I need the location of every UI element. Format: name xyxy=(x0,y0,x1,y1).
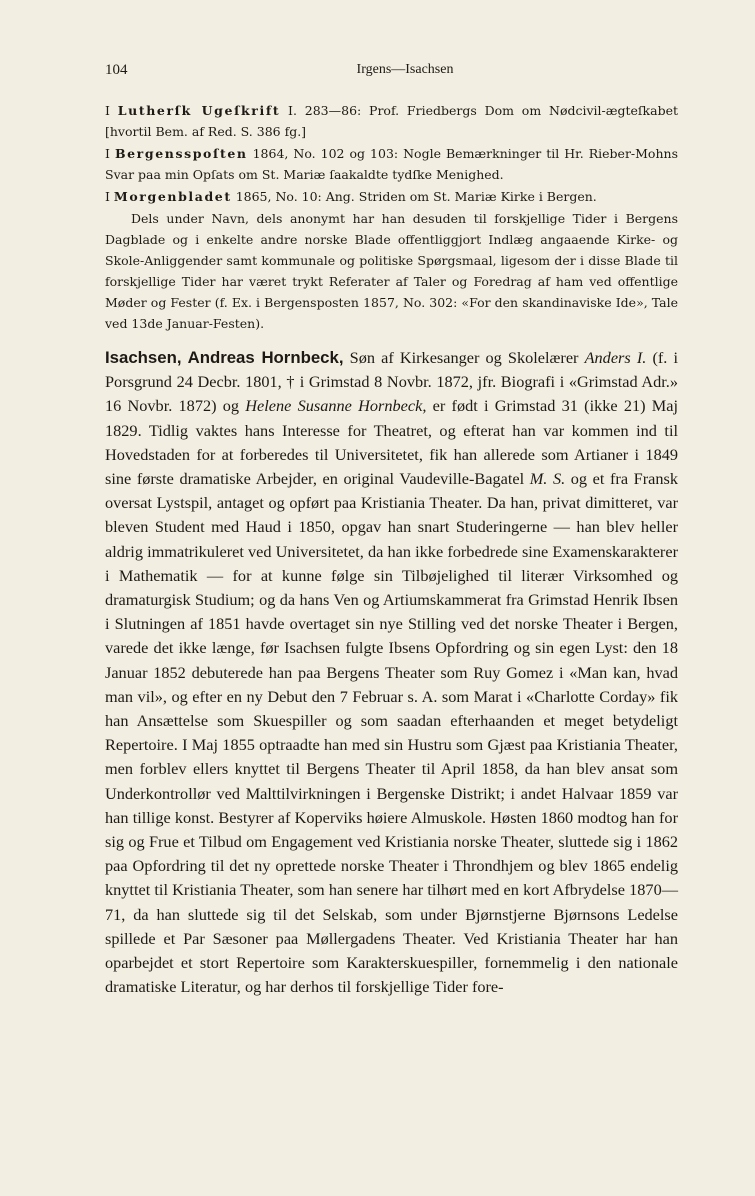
bibliography-note: Dels under Navn, dels anonymt har han desuden til forskjellige Tider i Bergens Dagblade og i enkelte andre norske Blade offentliggjort Indlæg angaaende Kirke- og Skole-Anliggender samt kommunale og politiske Spørgsmaal, ligesom der i disse Blade til forskjellige Tider har været trykt Referater af Taler og Foredrag af ham ved offentlige Møder og Fester (f. Ex. i Bergensposten 1857, No. 302: «For den skandinaviske Ide», Tale ved 13de Januar-Festen). xyxy=(105,211,678,331)
entry-text: (f. i Porsgrund 24 Decbr. 1801, † i Grimstad 8 Novbr. 1872, jfr. Biografi i «Grimstad Adr.» 16 Novbr. 1872) og xyxy=(105,348,679,416)
source-title: Morgenbladet xyxy=(113,189,232,204)
biography-paragraph xyxy=(105,346,678,999)
entry-text: 1865, No. 10: Ang. Striden om St. Mariæ Kirke i Bergen. xyxy=(231,189,597,204)
source-title: Lutherſk Ugeſkrift xyxy=(117,103,281,118)
entry-text: I. 283—86: Prof. Friedbergs Dom om Nødcivil-ægteſkabet [hvortil Bem. af Red. S. 386 fg.] xyxy=(105,103,678,139)
entry-prefix: I xyxy=(105,189,114,204)
running-title: Irgens—Isachsen xyxy=(356,62,454,77)
entry-text: er født i Grimstad 31 (ikke 21) Maj 1829. Tidlig vaktes hans Interesse for Theatret, og efterat han var kommen ind til Hovedstaden for at forberedes til Universitetet, fik han allerede som Artianer i 1849 sine første dramatiske Arbejder, en original Vaudeville-Bagatel xyxy=(105,396,679,489)
entry-prefix: I xyxy=(105,146,115,161)
father-name: Anders I. xyxy=(584,348,647,367)
entry-text: og et fra Fransk oversat Lystspil, antaget og opført paa Kristiania Theater. Da han, privat dimitteret, var bleven Student med Haud i 1850, opgav han snart Studeringerne — han blev heller aldrig immatrikuleret ved Universitetet, da han ikke forbedrede sine Examenskarakterer i Mathematik — for at kunne følge sin Tilbøjelighed til literær Virksomhed og dramaturgisk Studium; og da hans Ven og Artiumskammerat fra Grimstad Henrik Ibsen i Slutningen af 1851 havde overtaget sin nye Stilling ved det norske Theater i Bergen, varede det ikke længe, før Isachsen fulgte Ibsens Opfordring og sin egen Lyst: den 18 Januar 1852 debuterede han paa Bergens Theater som Ruy Gomez i «Man kan, hvad man vil», og efter en ny Debut den 7 Februar s. A. som Marat i «Charlotte Corday» fik han Ansættelse som Skuespiller og som saadan efterhaanden et meget betydeligt Repertoire. I Maj 1855 optraadte han med sin Hustru som Gjæst paa Kristiania Theater, men forblev ellers knyttet til Bergens Theater til April 1858, da han blev ansat som Underkontrollør ved Malttilvirkningen i Bergenske Distrikt; i andet Halvaar 1859 var han tillige konst. Bestyrer af Koperviks høiere Almuskole. Høsten 1860 modtog han for sig og Frue et Tilbud om Engagement ved Kristiania norske Theater, sluttede sig i 1862 paa Opfordring til det ny oprettede norske Theater i Throndhjem og blev 1865 endelig knyttet til Kristiania Theater, som han senere har tilhørt med en kort Afbrydelse 1870—71, da han sluttede sig til det Selskab, som under Bjørnstjerne Bjørnsons Ledelse spillede et Par Sæsoner paa Møllergadens Theater. Ved Kristiania Theater har han oparbejdet et stort Repertoire som Karakterskuespiller, fornemmelig i den nationale dramatiske Literatur, og har derhos til forskjellige Tider fore- xyxy=(105,469,678,997)
page-header xyxy=(105,62,705,86)
mother-name: Helene Susanne Hornbeck, xyxy=(245,396,427,416)
bibliography-entry xyxy=(105,100,678,142)
entry-text: Søn af Kirkesanger og Skolelærer xyxy=(343,348,585,367)
entry-text: 1864, No. 102 og 103: Nogle Bemærkninger til Hr. Rieber-Mohns Svar paa min Opſats om St. Mariæ ſaakaldte tydſke Menighed. xyxy=(105,146,678,182)
play-title: M. S. xyxy=(529,469,566,489)
entry-prefix: I xyxy=(105,103,118,118)
page-number: 104 xyxy=(105,62,128,78)
biography-entry xyxy=(105,346,678,999)
bibliography-entry xyxy=(105,143,678,185)
source-title: Bergensspoſten xyxy=(114,146,248,161)
bibliography-entry xyxy=(105,186,678,207)
entry-name: Isachsen, Andreas Hornbeck, xyxy=(105,348,344,367)
bibliography-section xyxy=(105,100,678,334)
